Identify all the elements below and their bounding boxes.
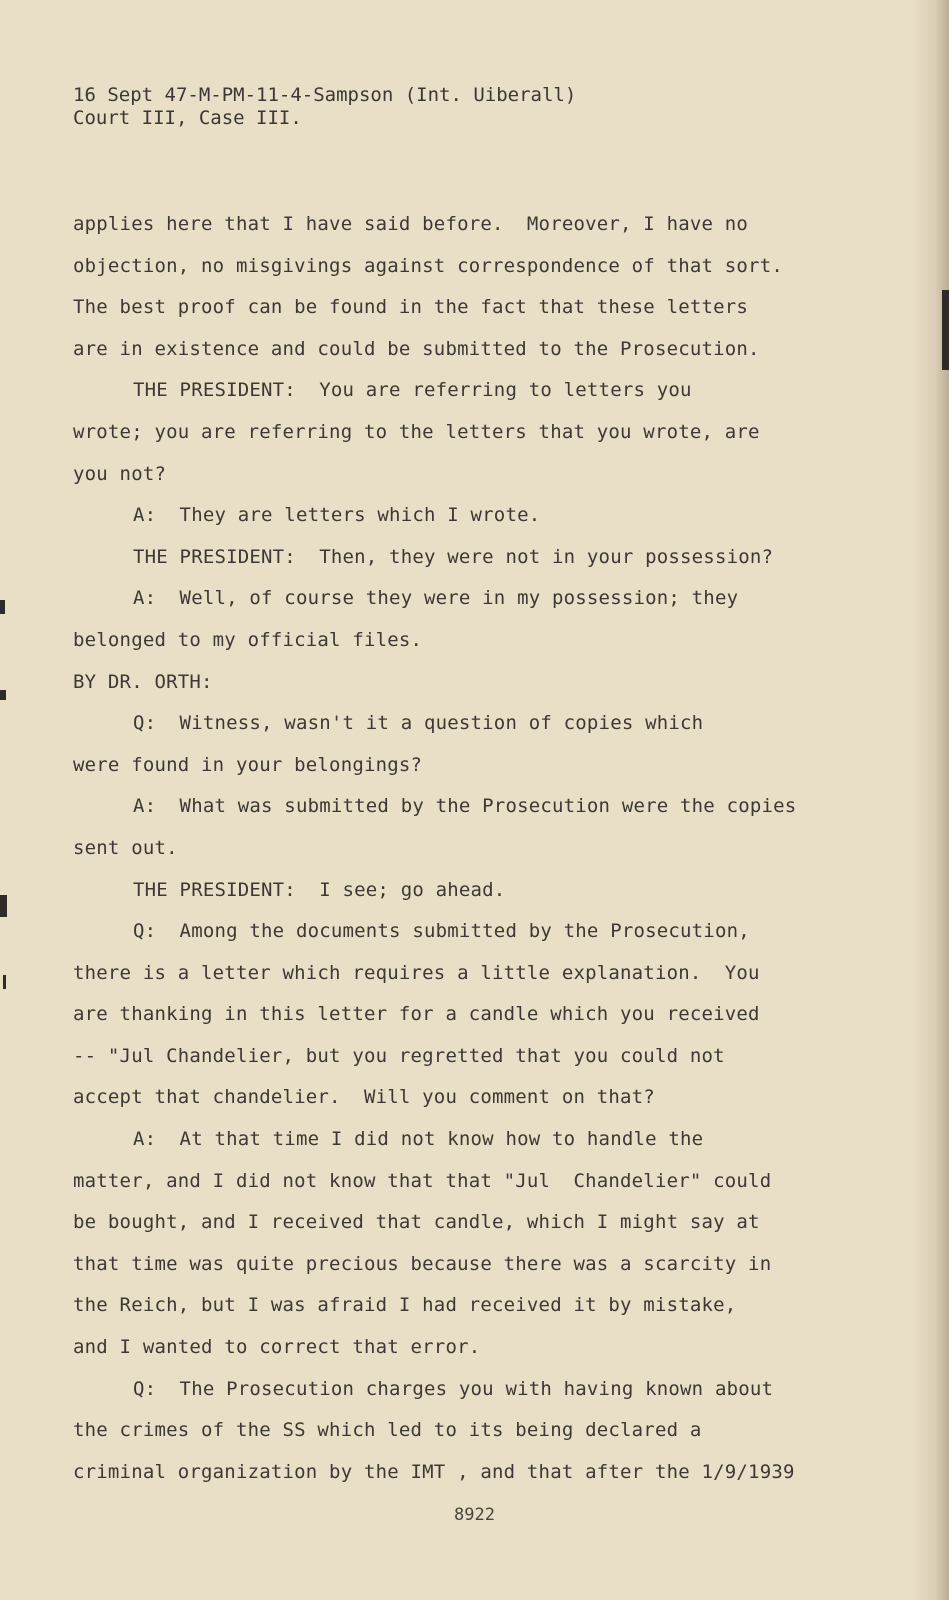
text-line: sent out.: [73, 836, 178, 859]
text-line: matter, and I did not know that that "Jul Chandelier" could: [73, 1169, 772, 1192]
transcript-body: [73, 204, 843, 1493]
text-line: criminal organization by the IMT , and that after the 1/9/1939: [73, 1460, 795, 1483]
text-line: A: Well, of course they were in my possession; they: [133, 587, 739, 610]
text-line: A: At that time I did not know how to handle the: [133, 1128, 704, 1151]
text-line: be bought, and I received that candle, which I might say at: [73, 1211, 760, 1234]
text-line: applies here that I have said before. Moreover, I have no: [73, 213, 749, 235]
text-line: -- "Jul Chandelier, but you regretted that you could not: [73, 1044, 725, 1067]
text-line: The best proof can be found in the fact that these letters: [73, 296, 749, 319]
text-line: and I wanted to correct that error.: [73, 1336, 481, 1359]
text-line: Q: The Prosecution charges you with having known about: [133, 1377, 774, 1400]
scan-mark: [0, 895, 7, 917]
text-line: belonged to my official files.: [73, 628, 423, 651]
header-line-2: Court III, Case III.: [73, 107, 302, 129]
text-line: were found in your belongings?: [73, 753, 423, 776]
text-line: Q: Among the documents submitted by the Prosecution,: [133, 920, 750, 943]
header-line-1: 16 Sept 47-M-PM-11-4-Sampson (Int. Uiberall): [73, 84, 577, 106]
paper-edge: [935, 0, 949, 1600]
text-line: the crimes of the SS which led to its being declared a: [73, 1419, 702, 1442]
text-line: THE PRESIDENT: You are referring to letters you: [133, 379, 692, 402]
text-line: accept that chandelier. Will you comment on that?: [73, 1086, 655, 1109]
scan-mark: [942, 290, 949, 370]
text-line: THE PRESIDENT: Then, they were not in your possession?: [133, 545, 774, 568]
text-line: wrote; you are referring to the letters that you wrote, are: [73, 420, 760, 443]
text-line: the Reich, but I was afraid I had received it by mistake,: [73, 1294, 737, 1317]
text-line: A: What was submitted by the Prosecution were the copies: [133, 795, 797, 818]
text-line: objection, no misgivings against correspondence of that sort.: [73, 254, 783, 277]
text-line: are in existence and could be submitted to the Prosecution.: [73, 337, 760, 360]
text-line: THE PRESIDENT: I see; go ahead.: [133, 878, 506, 901]
text-line: A: They are letters which I wrote.: [133, 504, 541, 527]
text-line: Q: Witness, wasn't it a question of copies which: [133, 712, 704, 735]
scan-mark: [3, 975, 6, 989]
text-line: you not?: [73, 462, 167, 485]
document-header: [73, 84, 576, 130]
text-line: there is a letter which requires a little explanation. You: [73, 961, 760, 984]
text-line: BY DR. ORTH:: [73, 670, 213, 693]
scan-mark: [0, 690, 6, 700]
text-line: that time was quite precious because there was a scarcity in: [73, 1252, 772, 1275]
text-line: are thanking in this letter for a candle which you received: [73, 1003, 760, 1026]
scan-mark: [0, 600, 5, 614]
page-number: 8922: [454, 1505, 495, 1525]
